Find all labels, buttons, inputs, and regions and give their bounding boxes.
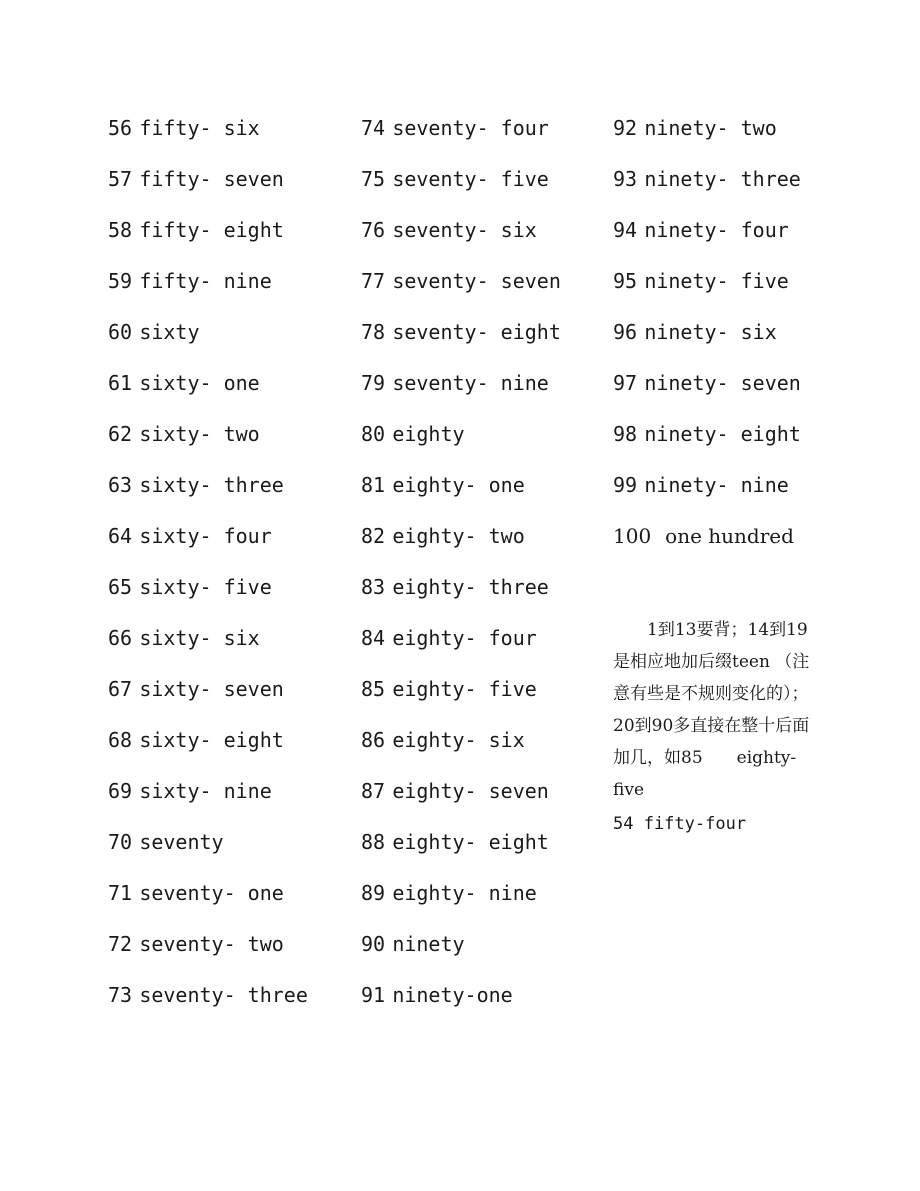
entry-word: eighty- seven (392, 779, 549, 803)
number-entry (361, 365, 591, 401)
number-entry (361, 212, 591, 248)
entry-number: 67 (108, 677, 133, 701)
entry-number: 61 (108, 371, 133, 395)
entry-number: 91 (361, 983, 386, 1007)
entry-word: fifty- eight (139, 218, 284, 242)
number-entry (108, 467, 338, 503)
entry-word: ninety- eight (644, 422, 801, 446)
entry-number: 73 (108, 983, 133, 1007)
number-entry (613, 467, 853, 503)
entry-word: ninety- seven (644, 371, 801, 395)
entry-number: 59 (108, 269, 133, 293)
number-entry (108, 773, 338, 809)
number-entry (613, 161, 853, 197)
number-entry (108, 620, 338, 656)
entry-word: eighty- four (392, 626, 537, 650)
entry-number: 75 (361, 167, 386, 191)
entry-word: eighty- five (392, 677, 537, 701)
entry-number: 89 (361, 881, 386, 905)
number-entry (361, 824, 591, 860)
entry-word: sixty- eight (139, 728, 284, 752)
entry-number: 94 (613, 218, 638, 242)
number-entry (108, 875, 338, 911)
entry-word: eighty- eight (392, 830, 549, 854)
entry-number: 64 (108, 524, 133, 548)
entry-number: 62 (108, 422, 133, 446)
number-entry (108, 926, 338, 962)
number-entry (108, 161, 338, 197)
entry-number: 82 (361, 524, 386, 548)
entry-number: 60 (108, 320, 133, 344)
number-entry (361, 977, 591, 1013)
entry-number: 66 (108, 626, 133, 650)
entry-word: eighty- two (392, 524, 525, 548)
number-entry (108, 569, 338, 605)
number-entry (613, 110, 853, 146)
entry-word: sixty- one (139, 371, 260, 395)
entry-word: ninety- four (644, 218, 789, 242)
number-entry (361, 314, 591, 350)
entry-word: fifty- nine (139, 269, 272, 293)
number-entry (108, 365, 338, 401)
number-entry (361, 620, 591, 656)
number-entry (108, 110, 338, 146)
number-entry (361, 416, 591, 452)
entry-word: seventy- nine (392, 371, 549, 395)
entry-word: one hundred (658, 524, 794, 548)
entry-word: eighty- six (392, 728, 525, 752)
number-entry (613, 518, 853, 554)
entry-number: 71 (108, 881, 133, 905)
entry-word: seventy- one (139, 881, 284, 905)
entry-word: sixty- six (139, 626, 260, 650)
number-entry (613, 314, 853, 350)
entry-word: eighty- nine (392, 881, 537, 905)
number-entry (108, 314, 338, 350)
entry-word: seventy- three (139, 983, 308, 1007)
entry-number: 100 (613, 524, 652, 548)
number-entry (361, 467, 591, 503)
number-entry (108, 722, 338, 758)
entry-number: 70 (108, 830, 133, 854)
entry-number: 97 (613, 371, 638, 395)
number-entry (361, 671, 591, 707)
number-entry (361, 926, 591, 962)
entry-number: 77 (361, 269, 386, 293)
entry-word: eighty (392, 422, 465, 446)
number-entry (361, 569, 591, 605)
number-column-1 (108, 110, 338, 1028)
entry-word: ninety- nine (644, 473, 789, 497)
number-entry (361, 518, 591, 554)
entry-number: 76 (361, 218, 386, 242)
entry-word: sixty- nine (139, 779, 272, 803)
entry-number: 87 (361, 779, 386, 803)
number-entry (613, 212, 853, 248)
entry-number: 56 (108, 116, 133, 140)
number-entry (613, 416, 853, 452)
entry-word: sixty- three (139, 473, 284, 497)
entry-number: 57 (108, 167, 133, 191)
entry-number: 81 (361, 473, 386, 497)
entry-word: seventy- five (392, 167, 549, 191)
number-entry (361, 161, 591, 197)
entry-number: 92 (613, 116, 638, 140)
entry-number: 93 (613, 167, 638, 191)
entry-word: seventy- two (139, 932, 284, 956)
entry-word: sixty- five (139, 575, 272, 599)
entry-number: 95 (613, 269, 638, 293)
entry-number: 79 (361, 371, 386, 395)
number-entry (108, 212, 338, 248)
entry-number: 90 (361, 932, 386, 956)
number-column-2 (361, 110, 591, 1028)
entry-number: 72 (108, 932, 133, 956)
entry-word: seventy- seven (392, 269, 561, 293)
number-entry (108, 977, 338, 1013)
number-entry (108, 263, 338, 299)
entry-word: fifty- six (139, 116, 260, 140)
entry-number: 84 (361, 626, 386, 650)
entry-word: seventy (139, 830, 224, 854)
entry-word: eighty- one (392, 473, 525, 497)
number-entry (361, 875, 591, 911)
entry-number: 58 (108, 218, 133, 242)
entry-word: ninety- six (644, 320, 777, 344)
entry-word: seventy- six (392, 218, 537, 242)
entry-word: ninety-one (392, 983, 513, 1007)
entry-number: 96 (613, 320, 638, 344)
entry-word: sixty- two (139, 422, 260, 446)
number-entry (361, 263, 591, 299)
note-example: 54 fifty-four (613, 814, 747, 834)
entry-number: 83 (361, 575, 386, 599)
entry-word: sixty- four (139, 524, 272, 548)
entry-number: 80 (361, 422, 386, 446)
entry-word: seventy- four (392, 116, 549, 140)
entry-number: 78 (361, 320, 386, 344)
entry-word: ninety (392, 932, 465, 956)
entry-number: 63 (108, 473, 133, 497)
entry-number: 69 (108, 779, 133, 803)
number-entry (108, 824, 338, 860)
entry-number: 65 (108, 575, 133, 599)
number-entry (361, 773, 591, 809)
entry-word: ninety- two (644, 116, 777, 140)
entry-word: sixty (139, 320, 200, 344)
entry-number: 74 (361, 116, 386, 140)
entry-number: 99 (613, 473, 638, 497)
entry-word: ninety- five (644, 269, 789, 293)
number-entry (108, 416, 338, 452)
entry-number: 88 (361, 830, 386, 854)
number-entry (613, 263, 853, 299)
number-entry (613, 365, 853, 401)
number-entry (108, 671, 338, 707)
number-entry (361, 110, 591, 146)
entry-word: ninety- three (644, 167, 801, 191)
number-entry (108, 518, 338, 554)
entry-word: fifty- seven (139, 167, 284, 191)
note-paragraph: 1到13要背；14到19是相应地加后缀teen （注意有些是不规则变化的）；20到90多直接在整十后面加几，如85 eighty-five (613, 620, 810, 800)
entry-word: eighty- three (392, 575, 549, 599)
entry-number: 68 (108, 728, 133, 752)
entry-word: seventy- eight (392, 320, 561, 344)
number-entry (361, 722, 591, 758)
entry-number: 98 (613, 422, 638, 446)
entry-number: 86 (361, 728, 386, 752)
entry-number: 85 (361, 677, 386, 701)
number-column-3 (613, 110, 853, 569)
entry-word: sixty- seven (139, 677, 284, 701)
